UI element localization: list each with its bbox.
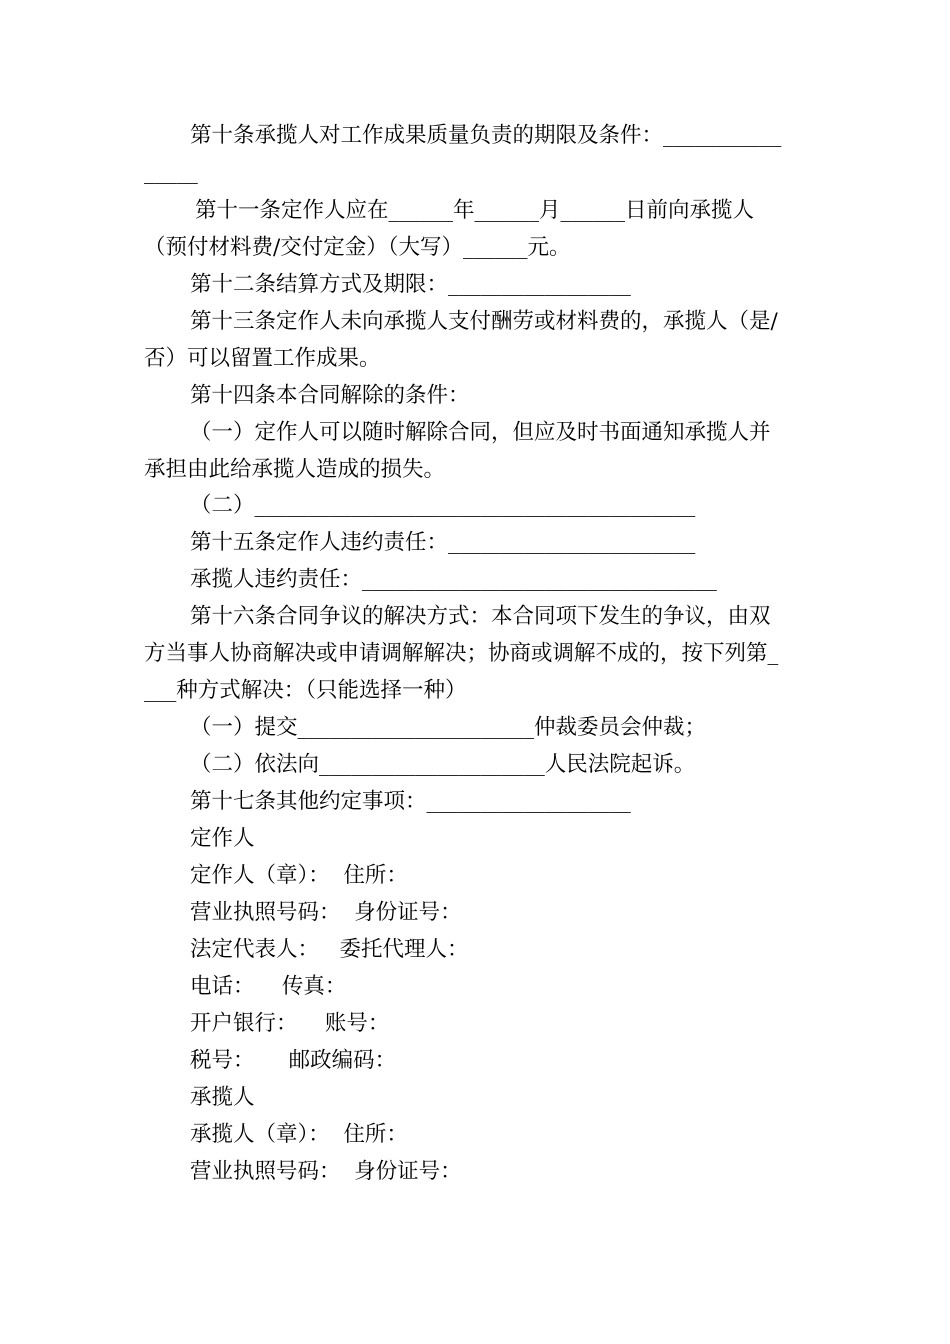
contractor-license-id: 营业执照号码： 身份证号：	[190, 1159, 462, 1184]
article-14: 第十四条本合同解除的条件：	[190, 383, 470, 408]
article-15: 第十五条定作人违约责任：_______________________	[190, 530, 696, 555]
article-16-option-1: （一）提交______________________仲裁委员会仲裁；	[190, 715, 707, 740]
client-seal-address: 定作人（章）： 住所：	[190, 863, 408, 888]
contractor-liability: 承揽人违约责任：_________________________________	[190, 567, 717, 592]
article-10-line-1: 第十条承揽人对工作成果质量负责的期限及条件：___________	[190, 123, 782, 148]
client-heading: 定作人	[190, 826, 255, 851]
client-license-id: 营业执照号码： 身份证号：	[190, 900, 462, 925]
article-11-line-1: 第十一条定作人应在______年______月______日前向承揽人	[195, 198, 755, 223]
article-16-option-2: （二）依法向_____________________人民法院起诉。	[190, 752, 696, 777]
client-representative: 法定代表人： 委托代理人：	[190, 937, 469, 962]
article-13-line-2: 否）可以留置工作成果。	[144, 346, 381, 371]
contractor-seal-address: 承揽人（章）： 住所：	[190, 1122, 408, 1147]
article-16-line-3: ___种方式解决：（只能选择一种）	[144, 678, 467, 703]
client-tax-postal: 税号： 邮政编码：	[190, 1048, 397, 1073]
article-11-line-2: （预付材料费/交付定金）（大写）______元。	[144, 235, 571, 260]
article-16-line-1: 第十六条合同争议的解决方式：本合同项下发生的争议，由双	[190, 604, 771, 629]
article-10-line-2: _____	[144, 160, 198, 185]
contractor-heading: 承揽人	[190, 1085, 255, 1110]
article-17: 第十七条其他约定事项：___________________	[190, 789, 631, 814]
article-14-item-1-line-1: （一）定作人可以随时解除合同，但应及时书面通知承揽人并	[190, 420, 771, 445]
article-16-line-2: 方当事人协商解决或申请调解解决；协商或调解不成的，按下列第_	[144, 641, 779, 666]
article-13-line-1: 第十三条定作人未向承揽人支付酬劳或材料费的，承揽人（是/	[190, 309, 778, 334]
client-phone-fax: 电话： 传真：	[190, 974, 347, 999]
article-14-item-1-line-2: 承担由此给承揽人造成的损失。	[144, 457, 446, 482]
client-bank-account: 开户银行： 账号：	[190, 1011, 390, 1036]
article-14-item-2: （二）_________________________________________	[190, 493, 696, 518]
article-12: 第十二条结算方式及期限：_________________	[190, 272, 631, 297]
